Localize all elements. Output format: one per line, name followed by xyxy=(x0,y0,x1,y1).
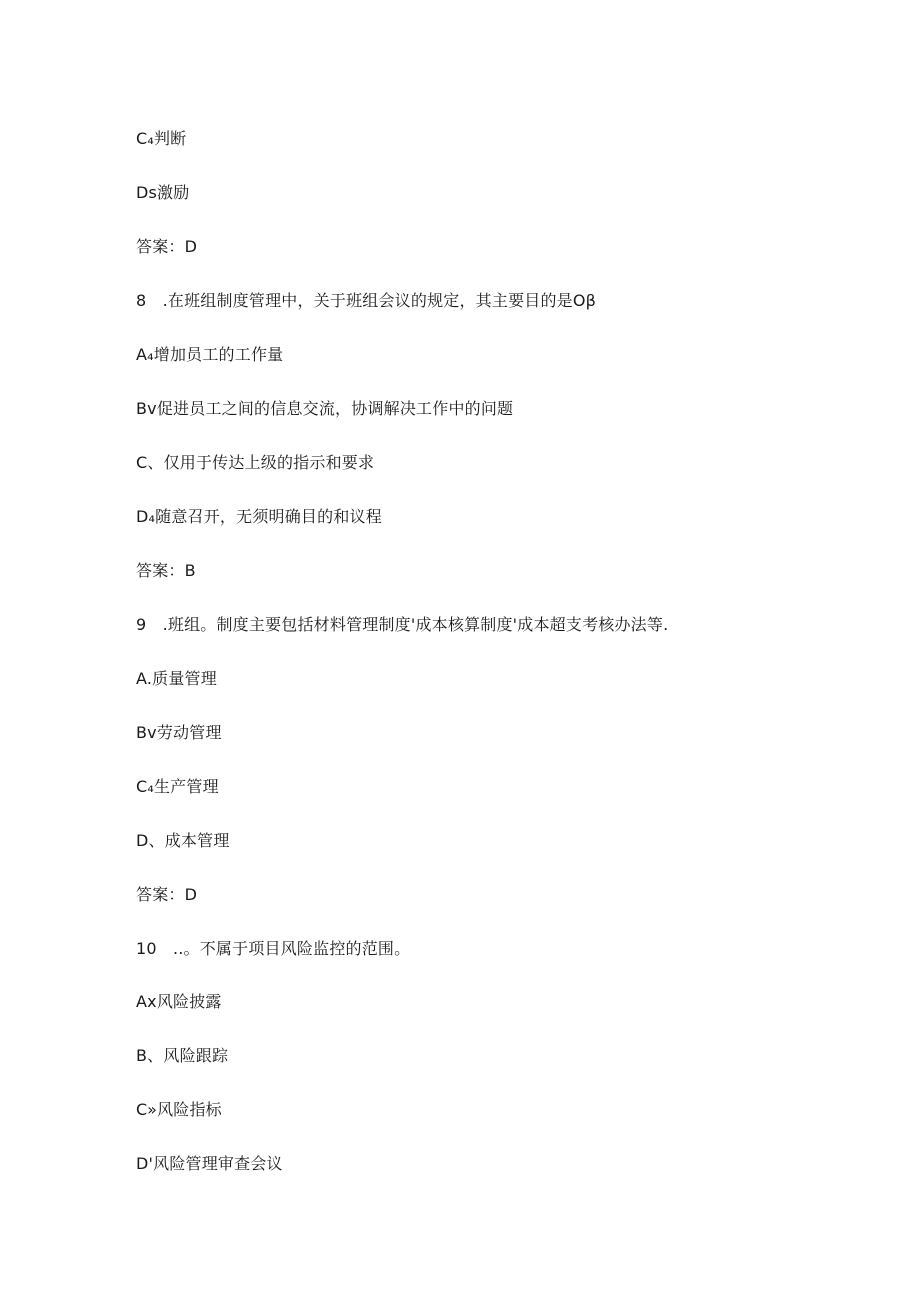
option-d-q10: D'风险管理审查会议 xyxy=(136,1154,283,1173)
option-b-q9: Bv劳动管理 xyxy=(136,723,222,742)
option-d-q8: D₄随意召开，无须明确目的和议程 xyxy=(136,507,382,526)
question-8: 8 .在班组制度管理中，关于班组会议的规定，其主要目的是Oβ xyxy=(136,291,597,310)
answer-q7: 答案：D xyxy=(136,237,198,256)
option-d-q7: Ds激励 xyxy=(136,183,190,202)
option-a-q8: A₄增加员工的工作量 xyxy=(136,345,284,364)
answer-q8: 答案：B xyxy=(136,561,196,580)
option-c-q8: C、仅用于传达上级的指示和要求 xyxy=(136,453,375,472)
option-c-q10: C»风险指标 xyxy=(136,1100,222,1119)
option-b-q8: Bv促进员工之间的信息交流，协调解决工作中的问题 xyxy=(136,399,514,418)
question-10: 10 ..。不属于项目风险监控的范围。 xyxy=(136,939,411,958)
option-a-q10: Ax风险披露 xyxy=(136,992,222,1011)
option-a-q9: A.质量管理 xyxy=(136,669,217,688)
option-b-q10: B、风险跟踪 xyxy=(136,1046,229,1065)
option-c-q9: C₄生产管理 xyxy=(136,777,219,796)
question-9: 9 .班组。制度主要包括材料管理制度'成本核算制度'成本超支考核办法等. xyxy=(136,615,669,634)
option-d-q9: D、成本管理 xyxy=(136,831,230,850)
answer-q9: 答案：D xyxy=(136,885,198,904)
option-c-q7: C₄判断 xyxy=(136,129,187,148)
